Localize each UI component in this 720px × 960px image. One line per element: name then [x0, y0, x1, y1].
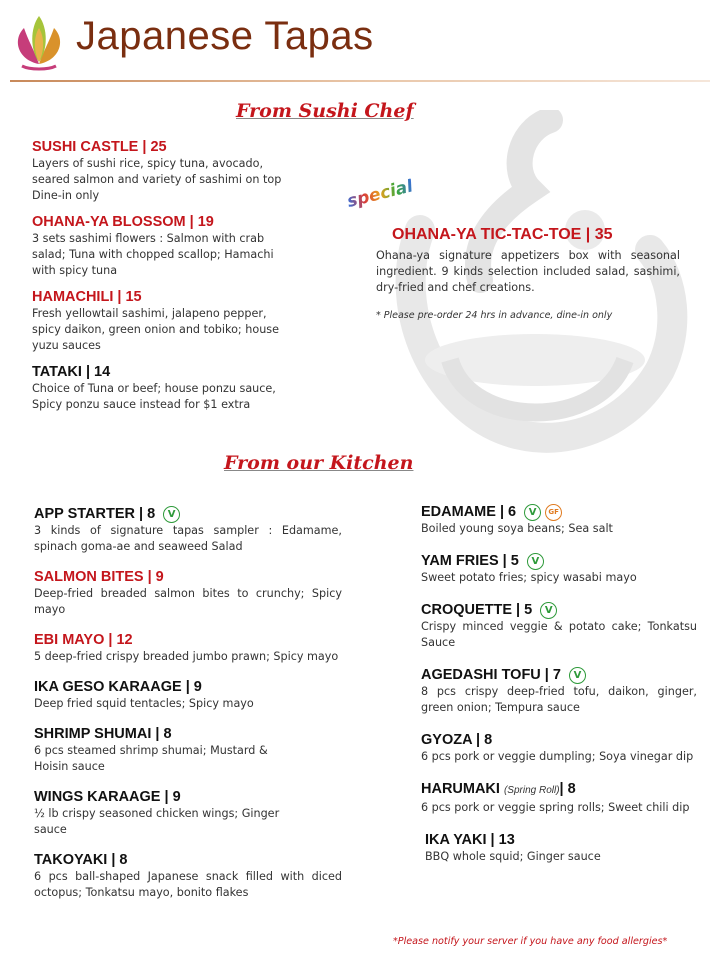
- special-item: [392, 226, 682, 244]
- lotus-logo-icon: [8, 10, 70, 72]
- item-desc-line: salad; Tuna with chopped scallop; Hamachi: [32, 248, 274, 261]
- menu-item: [34, 505, 342, 555]
- gluten-free-icon: GF: [545, 504, 562, 521]
- item-desc-line: Dine-in only: [32, 189, 100, 202]
- item-desc: 6 pcs pork or veggie dumpling; Soya vinegar dip: [421, 750, 694, 763]
- menu-item: [34, 788, 342, 838]
- sushi-menu-list: [32, 138, 332, 413]
- item-name: [34, 505, 342, 523]
- item-name-text: AGEDASHI TOFU | 7: [421, 667, 561, 683]
- menu-item: [32, 288, 332, 354]
- menu-item: [421, 503, 697, 537]
- item-desc: Sweet potato fries; spicy wasabi mayo: [421, 571, 637, 584]
- vegetarian-icon: V: [540, 602, 557, 619]
- item-desc-line: 3 sets sashimi flowers : Salmon with crab: [32, 232, 265, 245]
- menu-item: [421, 780, 697, 816]
- item-desc: 6 pcs steamed shrimp shumai; Mustard & Hoisin sauce: [34, 744, 268, 773]
- item-name: [421, 552, 697, 570]
- item-name: [421, 780, 697, 800]
- section-title-sushi: From Sushi Chef: [236, 100, 414, 122]
- item-desc: ½ lb crispy seasoned chicken wings; Ginger sauce: [34, 807, 280, 836]
- menu-item: [34, 725, 342, 775]
- item-name: SALMON BITES | 9: [34, 569, 164, 585]
- item-name: IKA YAKI | 13: [425, 832, 515, 848]
- item-name: GYOZA | 8: [421, 732, 493, 748]
- vegetarian-icon: V: [524, 504, 541, 521]
- special-item-note: * Please pre-order 24 hrs in advance, dine-in only: [376, 310, 613, 321]
- vegetarian-icon: V: [569, 667, 586, 684]
- page-title: Japanese Tapas: [76, 14, 374, 58]
- item-desc-line: with spicy tuna: [32, 264, 118, 277]
- item-desc-line: spicy daikon, green onion and tobiko; house: [32, 323, 279, 336]
- menu-item: [34, 568, 342, 618]
- item-name: TAKOYAKI | 8: [34, 852, 128, 868]
- item-name: HAMACHILI | 15: [32, 289, 142, 305]
- item-name: [421, 666, 697, 684]
- item-name: TATAKI | 14: [32, 364, 111, 380]
- item-desc-line: yuzu sauces: [32, 339, 101, 352]
- item-desc: Boiled young soya beans; Sea salt: [421, 522, 613, 535]
- item-name-subtitle: (Spring Roll): [503, 785, 560, 796]
- kitchen-menu-right: [421, 503, 697, 865]
- item-desc: 3 kinds of signature tapas sampler : Edamame, spinach goma-ae and seaweed Salad: [34, 524, 342, 553]
- item-name: SHRIMP SHUMAI | 8: [34, 726, 172, 742]
- item-name-text: APP STARTER | 8: [34, 506, 156, 522]
- header-divider: [10, 80, 710, 82]
- item-desc: Deep fried squid tentacles; Spicy mayo: [34, 697, 254, 710]
- menu-item: [32, 363, 332, 413]
- allergy-notice: *Please notify your server if you have any food allergies*: [393, 936, 668, 947]
- item-price: | 8: [559, 781, 576, 797]
- item-desc: 8 pcs crispy deep-fried tofu, daikon, ginger, green onion; Tempura sauce: [421, 685, 697, 714]
- item-desc: BBQ whole squid; Ginger sauce: [425, 850, 601, 863]
- item-name: [421, 601, 697, 619]
- item-name-text: HARUMAKI: [421, 781, 500, 797]
- special-item-name: OHANA-YA TIC-TAC-TOE | 35: [392, 226, 613, 243]
- item-desc: 6 pcs ball-shaped Japanese snack filled with diced octopus; Tonkatsu mayo, bonito flakes: [34, 870, 342, 899]
- vegetarian-icon: V: [527, 553, 544, 570]
- menu-item: [34, 631, 342, 665]
- section-title-kitchen: From our Kitchen: [224, 452, 414, 474]
- item-name-text: YAM FRIES | 5: [421, 553, 519, 569]
- item-name: WINGS KARAAGE | 9: [34, 789, 181, 805]
- item-name: EBI MAYO | 12: [34, 632, 133, 648]
- item-desc-line: Choice of Tuna or beef; house ponzu sauce,: [32, 382, 276, 395]
- item-desc: 6 pcs pork or veggie spring rolls; Sweet chili dip: [421, 801, 690, 814]
- item-name: OHANA-YA BLOSSOM | 19: [32, 214, 214, 230]
- vegetarian-icon: V: [163, 506, 180, 523]
- item-desc: 5 deep-fried crispy breaded jumbo prawn; Spicy mayo: [34, 650, 339, 663]
- special-item-desc: Ohana-ya signature appetizers box with seasonal ingredient. 9 kinds selection included salad, sashimi, dry-fried and chef creations.: [376, 249, 680, 294]
- item-desc-line: Layers of sushi rice, spicy tuna, avocado,: [32, 157, 264, 170]
- menu-item: [34, 678, 342, 712]
- kitchen-menu-left: [34, 505, 342, 901]
- item-desc: Deep-fried breaded salmon bites to crunchy; Spicy mayo: [34, 587, 342, 616]
- item-desc-line: Spicy ponzu sauce instead for $1 extra: [32, 398, 251, 411]
- menu-item: [421, 601, 697, 651]
- menu-item: [421, 552, 697, 586]
- menu-item: [421, 731, 697, 765]
- menu-item: [421, 831, 697, 865]
- menu-item: [32, 213, 332, 279]
- item-name: SUSHI CASTLE | 25: [32, 139, 167, 155]
- item-name-text: CROQUETTE | 5: [421, 602, 533, 618]
- item-name: [421, 503, 697, 521]
- menu-item: [421, 666, 697, 716]
- special-badge-text: special: [345, 176, 416, 212]
- item-name-text: EDAMAME | 6: [421, 504, 517, 520]
- item-desc-line: seared salmon and variety of sashimi on top: [32, 173, 282, 186]
- item-desc-line: Fresh yellowtail sashimi, jalapeno pepper,: [32, 307, 267, 320]
- menu-item: [34, 851, 342, 901]
- menu-item: [32, 138, 332, 204]
- item-desc: Crispy minced veggie & potato cake; Tonkatsu Sauce: [421, 620, 697, 649]
- item-name: IKA GESO KARAAGE | 9: [34, 679, 202, 695]
